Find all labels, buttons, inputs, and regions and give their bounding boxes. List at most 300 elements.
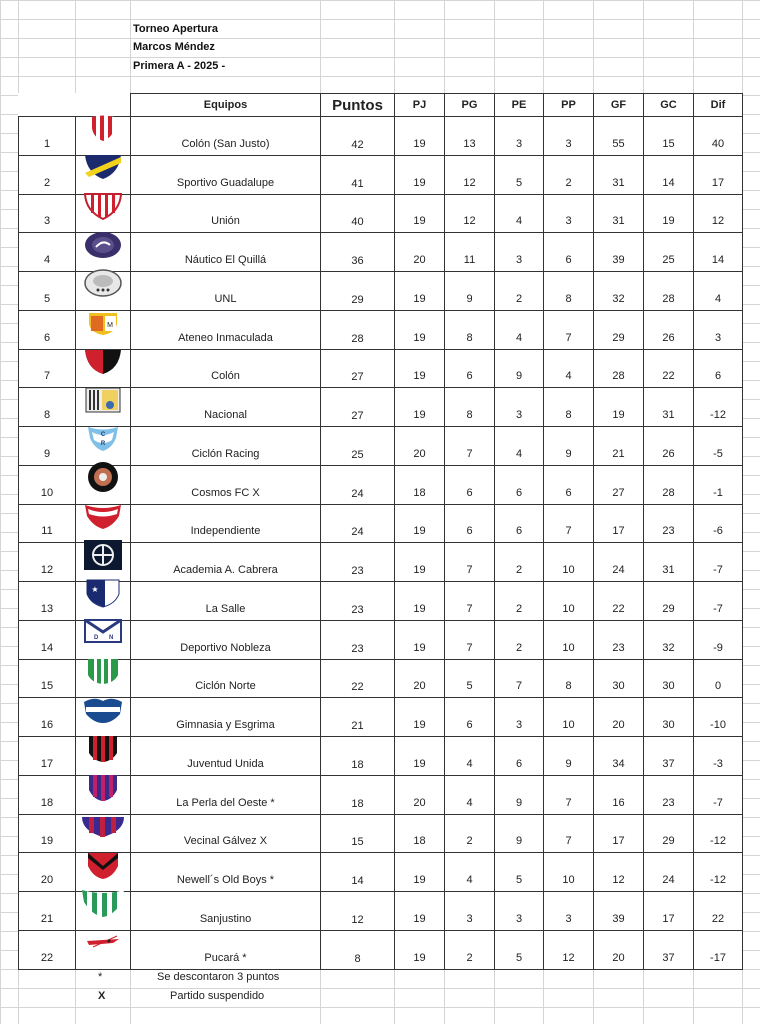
table-row [19,155,743,194]
column-header-position [19,94,76,117]
pj-cell: 20 [395,427,445,466]
juventud-unida-crest [76,733,130,766]
gf-cell: 22 [594,582,644,621]
pg-cell: 6 [445,698,495,737]
gf-cell: 20 [594,930,644,969]
pe-cell: 2 [495,543,544,582]
pg-cell: 4 [445,853,495,892]
pp-cell: 3 [544,117,594,156]
pp-cell: 6 [544,233,594,272]
author-name: Marcos Méndez [133,41,215,53]
points-cell: 23 [321,582,395,621]
dif-cell: -12 [694,388,743,427]
points-cell: 27 [321,388,395,427]
gf-cell: 21 [594,427,644,466]
dif-cell: -3 [694,737,743,776]
crest-cell [76,930,131,969]
points-cell: 28 [321,310,395,349]
pe-cell: 3 [495,698,544,737]
pe-cell: 5 [495,155,544,194]
points-cell: 18 [321,737,395,776]
table-row [19,775,743,814]
points-cell: 15 [321,814,395,853]
points-cell: 22 [321,659,395,698]
pj-cell: 19 [395,698,445,737]
gf-cell: 23 [594,620,644,659]
crest-cell [76,659,131,698]
pp-cell: 8 [544,272,594,311]
svg-text:D: D [94,635,99,642]
pg-cell: 3 [445,892,495,931]
pe-cell: 4 [495,194,544,233]
dif-cell: -6 [694,504,743,543]
table-row [19,892,743,931]
points-cell: 24 [321,504,395,543]
crest-cell [76,465,131,504]
pp-cell: 9 [544,427,594,466]
gf-cell: 20 [594,698,644,737]
pe-cell: 9 [495,349,544,388]
colon-crest [76,347,130,378]
position-cell: 3 [19,194,76,233]
table-row [19,930,743,969]
crest-cell [76,349,131,388]
gc-cell: 23 [644,775,694,814]
pe-cell: 3 [495,892,544,931]
position-cell: 7 [19,349,76,388]
points-cell: 36 [321,233,395,272]
column-header-crest [76,94,131,117]
pe-cell: 2 [495,272,544,311]
legend-symbol-asterisk: * [98,971,103,983]
points-cell: 42 [321,117,395,156]
dif-cell: -5 [694,427,743,466]
nacional-crest [76,387,130,416]
position-cell: 15 [19,659,76,698]
pg-cell: 7 [445,427,495,466]
dif-cell: -9 [694,620,743,659]
ciclon-norte-crest [76,657,130,688]
gf-cell: 29 [594,310,644,349]
gc-cell: 22 [644,349,694,388]
table-row [19,465,743,504]
gf-cell: 27 [594,465,644,504]
pg-cell: 2 [445,930,495,969]
team-name-cell: Unión [131,194,321,233]
dif-cell: -10 [694,698,743,737]
column-header-gf: GF [594,94,644,117]
team-name-cell: Newell´s Old Boys * [131,853,321,892]
points-cell: 14 [321,853,395,892]
pg-cell: 2 [445,814,495,853]
dif-cell: -7 [694,543,743,582]
crest-cell [76,233,131,272]
svg-text:R: R [100,441,106,448]
crest-cell [76,388,131,427]
team-name-cell: Independiente [131,504,321,543]
pe-cell: 2 [495,620,544,659]
pj-cell: 19 [395,117,445,156]
pe-cell: 6 [495,465,544,504]
gf-cell: 24 [594,543,644,582]
position-cell: 17 [19,737,76,776]
dif-cell: -1 [694,465,743,504]
pe-cell: 3 [495,117,544,156]
points-cell: 41 [321,155,395,194]
team-name-cell: Juventud Unida [131,737,321,776]
gf-cell: 17 [594,504,644,543]
pj-cell: 19 [395,543,445,582]
column-header-pj: PJ [395,94,445,117]
table-row [19,194,743,233]
crest-cell [76,775,131,814]
colon-san-justo-crest [76,114,130,145]
pp-cell: 9 [544,737,594,776]
team-name-cell: Vecinal Gálvez X [131,814,321,853]
gc-cell: 14 [644,155,694,194]
pp-cell: 10 [544,543,594,582]
dif-cell: -7 [694,582,743,621]
crest-cell [76,155,131,194]
pe-cell: 4 [495,427,544,466]
division-season: Primera A - 2025 - [133,60,226,72]
points-cell: 24 [321,465,395,504]
table-row [19,698,743,737]
position-cell: 6 [19,310,76,349]
column-header-pe: PE [495,94,544,117]
crest-cell [76,698,131,737]
pe-cell: 3 [495,233,544,272]
table-row [19,117,743,156]
vecinal-galvez-crest [76,813,130,842]
table-row [19,310,743,349]
column-header-points: Puntos [321,94,395,117]
table-row [19,349,743,388]
pj-cell: 19 [395,194,445,233]
pj-cell: 19 [395,272,445,311]
pj-cell: 19 [395,737,445,776]
gc-cell: 25 [644,233,694,272]
column-header-pg: PG [445,94,495,117]
standings-table [18,93,743,970]
pp-cell: 6 [544,465,594,504]
la-perla-del-oeste-crest [76,772,130,805]
svg-text:M: M [107,322,113,330]
pj-cell: 19 [395,620,445,659]
position-cell: 12 [19,543,76,582]
newells-old-boys-crest [76,850,130,883]
gimnasia-esgrima-crest [76,696,130,727]
gf-cell: 17 [594,814,644,853]
position-cell: 4 [19,233,76,272]
gf-cell: 39 [594,892,644,931]
points-cell: 8 [321,930,395,969]
points-cell: 27 [321,349,395,388]
pe-cell: 2 [495,582,544,621]
crest-cell [76,272,131,311]
points-cell: 12 [321,892,395,931]
pe-cell: 5 [495,930,544,969]
deportivo-nobleza-crest [76,618,130,649]
crest-cell [76,117,131,156]
nautico-el-quilla-crest [76,231,130,262]
pj-cell: 18 [395,814,445,853]
column-header-gc: GC [644,94,694,117]
table-row [19,853,743,892]
position-cell: 5 [19,272,76,311]
gc-cell: 29 [644,814,694,853]
gf-cell: 34 [594,737,644,776]
position-cell: 2 [19,155,76,194]
table-row [19,543,743,582]
pg-cell: 8 [445,388,495,427]
team-name-cell: Colón (San Justo) [131,117,321,156]
dif-cell: 40 [694,117,743,156]
gf-cell: 55 [594,117,644,156]
team-name-cell: La Salle [131,582,321,621]
gc-cell: 37 [644,930,694,969]
gf-cell: 12 [594,853,644,892]
gf-cell: 31 [594,155,644,194]
crest-cell [76,543,131,582]
pg-cell: 7 [445,620,495,659]
position-cell: 13 [19,582,76,621]
pe-cell: 9 [495,814,544,853]
dif-cell: 22 [694,892,743,931]
pp-cell: 8 [544,388,594,427]
pp-cell: 3 [544,194,594,233]
pp-cell: 3 [544,892,594,931]
pj-cell: 18 [395,465,445,504]
legend-text-match-suspended: Partido suspendido [170,990,265,1002]
cosmos-fc-crest [76,461,130,496]
position-cell: 8 [19,388,76,427]
pj-cell: 19 [395,310,445,349]
ateneo-inmaculada-crest [76,308,130,339]
dif-cell: 12 [694,194,743,233]
pg-cell: 6 [445,349,495,388]
pg-cell: 9 [445,272,495,311]
pp-cell: 12 [544,930,594,969]
table-row [19,737,743,776]
team-name-cell: Ciclón Racing [131,427,321,466]
gc-cell: 29 [644,582,694,621]
gc-cell: 28 [644,272,694,311]
crest-cell [76,814,131,853]
pj-cell: 20 [395,233,445,272]
dif-cell: 4 [694,272,743,311]
gc-cell: 32 [644,620,694,659]
pp-cell: 10 [544,853,594,892]
pp-cell: 7 [544,310,594,349]
table-row [19,272,743,311]
gc-cell: 30 [644,659,694,698]
pg-cell: 7 [445,543,495,582]
dif-cell: 17 [694,155,743,194]
pj-cell: 19 [395,349,445,388]
pj-cell: 19 [395,388,445,427]
position-cell: 22 [19,930,76,969]
points-cell: 29 [321,272,395,311]
pp-cell: 10 [544,620,594,659]
union-crest [76,191,130,224]
team-name-cell: Pucará * [131,930,321,969]
team-name-cell: Ciclón Norte [131,659,321,698]
gf-cell: 31 [594,194,644,233]
pj-cell: 20 [395,775,445,814]
pe-cell: 6 [495,504,544,543]
points-cell: 23 [321,543,395,582]
team-name-cell: Cosmos FC X [131,465,321,504]
column-header-dif: Dif [694,94,743,117]
la-salle-crest [76,578,130,611]
header-row [19,94,743,117]
pg-cell: 13 [445,117,495,156]
pucara-crest [76,934,130,953]
pp-cell: 8 [544,659,594,698]
points-cell: 21 [321,698,395,737]
crest-cell [76,310,131,349]
gc-cell: 31 [644,388,694,427]
table-row [19,659,743,698]
legend-symbol-x: X [98,990,106,1002]
team-name-cell: La Perla del Oeste * [131,775,321,814]
dif-cell: -12 [694,853,743,892]
team-name-cell: Ateneo Inmaculada [131,310,321,349]
pg-cell: 4 [445,737,495,776]
pj-cell: 19 [395,853,445,892]
dif-cell: -7 [694,775,743,814]
position-cell: 10 [19,465,76,504]
pp-cell: 4 [544,349,594,388]
pe-cell: 5 [495,853,544,892]
crest-cell [76,504,131,543]
pj-cell: 19 [395,504,445,543]
points-cell: 40 [321,194,395,233]
svg-text:★: ★ [91,585,99,595]
points-cell: 25 [321,427,395,466]
pj-cell: 20 [395,659,445,698]
pg-cell: 6 [445,504,495,543]
gc-cell: 19 [644,194,694,233]
pe-cell: 3 [495,388,544,427]
crest-cell [76,737,131,776]
position-cell: 1 [19,117,76,156]
column-header-team: Equipos [131,94,321,117]
gc-cell: 26 [644,310,694,349]
team-name-cell: Academia A. Cabrera [131,543,321,582]
pg-cell: 7 [445,582,495,621]
dif-cell: 14 [694,233,743,272]
position-cell: 21 [19,892,76,931]
unl-crest [76,269,130,300]
position-cell: 18 [19,775,76,814]
team-name-cell: Colón [131,349,321,388]
table-row [19,388,743,427]
position-cell: 16 [19,698,76,737]
crest-cell [76,194,131,233]
independiente-crest [76,502,130,533]
gc-cell: 26 [644,427,694,466]
table-row [19,233,743,272]
pg-cell: 8 [445,310,495,349]
position-cell: 9 [19,427,76,466]
gf-cell: 16 [594,775,644,814]
table-row [19,620,743,659]
pe-cell: 9 [495,775,544,814]
svg-text:C: C [100,432,106,439]
gf-cell: 30 [594,659,644,698]
position-cell: 19 [19,814,76,853]
dif-cell: -12 [694,814,743,853]
gc-cell: 37 [644,737,694,776]
pg-cell: 12 [445,194,495,233]
sportivo-guadalupe-crest [76,153,130,184]
column-header-pp: PP [544,94,594,117]
pj-cell: 19 [395,155,445,194]
legend-text-points-deducted: Se descontaron 3 puntos [157,971,280,983]
ciclon-racing-crest [76,424,130,455]
table-row [19,582,743,621]
points-cell: 18 [321,775,395,814]
gf-cell: 28 [594,349,644,388]
team-name-cell: Sanjustino [131,892,321,931]
pp-cell: 7 [544,814,594,853]
pg-cell: 6 [445,465,495,504]
crest-cell [76,892,131,931]
crest-cell [76,853,131,892]
pj-cell: 19 [395,892,445,931]
position-cell: 20 [19,853,76,892]
team-name-cell: Sportivo Guadalupe [131,155,321,194]
team-name-cell: UNL [131,272,321,311]
position-cell: 11 [19,504,76,543]
team-name-cell: Nacional [131,388,321,427]
gc-cell: 23 [644,504,694,543]
crest-cell [76,427,131,466]
dif-cell: -17 [694,930,743,969]
pg-cell: 5 [445,659,495,698]
team-name-cell: Gimnasia y Esgrima [131,698,321,737]
dif-cell: 3 [694,310,743,349]
dif-cell: 0 [694,659,743,698]
crest-cell [76,582,131,621]
pp-cell: 7 [544,775,594,814]
pj-cell: 19 [395,582,445,621]
table-row [19,814,743,853]
gc-cell: 30 [644,698,694,737]
pp-cell: 2 [544,155,594,194]
pp-cell: 10 [544,582,594,621]
pg-cell: 4 [445,775,495,814]
pe-cell: 7 [495,659,544,698]
gf-cell: 19 [594,388,644,427]
table-row [19,504,743,543]
gf-cell: 32 [594,272,644,311]
gc-cell: 17 [644,892,694,931]
team-name-cell: Deportivo Nobleza [131,620,321,659]
pe-cell: 6 [495,737,544,776]
pj-cell: 19 [395,930,445,969]
svg-text:N: N [109,635,114,642]
pg-cell: 11 [445,233,495,272]
gc-cell: 31 [644,543,694,582]
position-cell: 14 [19,620,76,659]
pp-cell: 7 [544,504,594,543]
pe-cell: 4 [495,310,544,349]
gc-cell: 24 [644,853,694,892]
table-row [19,427,743,466]
